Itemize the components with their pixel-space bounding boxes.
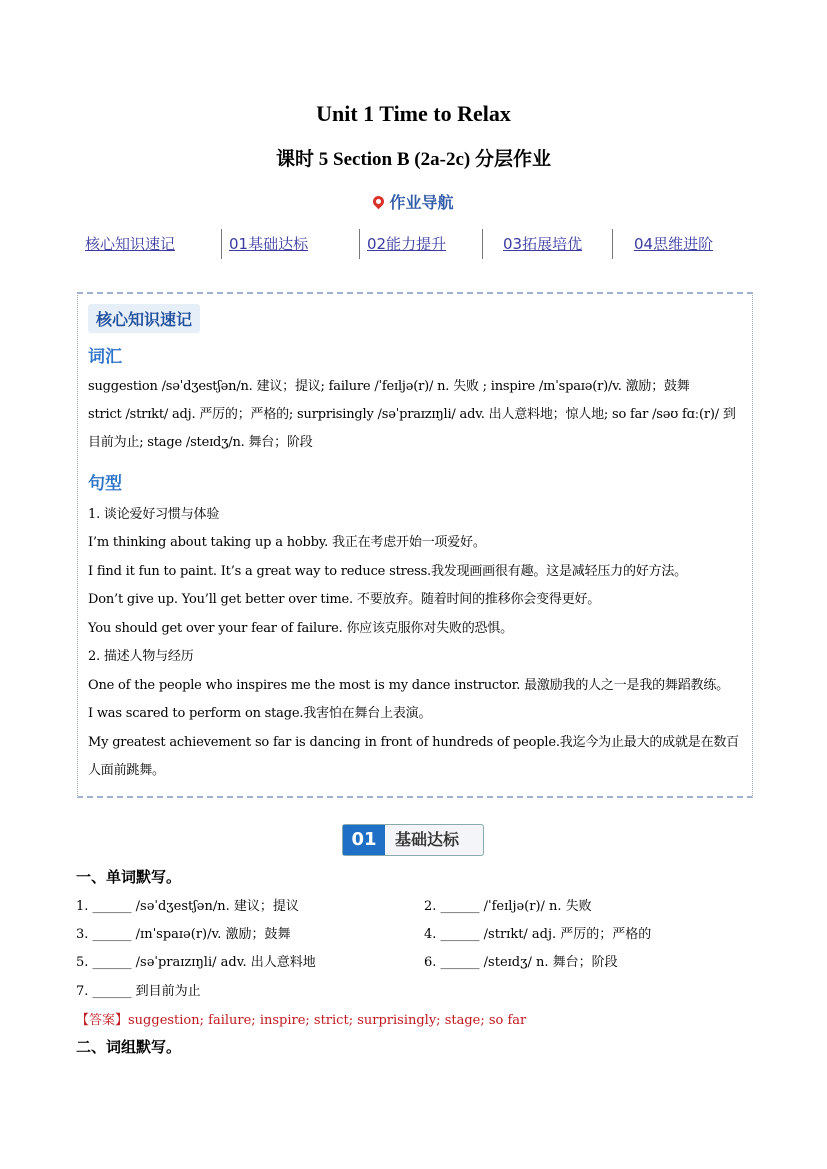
nav-divider <box>482 229 483 259</box>
pattern-line: I find it fun to paint. It’s a great way to reduce stress.我发现画画很有趣。这是减轻压力的好方法。 <box>88 564 687 579</box>
part1-heading: 一、单词默写。 <box>76 868 182 886</box>
question-item: 5. ______ /səˈpraɪzɪŋli/ adv. 出人意料地 <box>76 955 316 970</box>
nav-link-03[interactable]: 03拓展培优 <box>503 235 583 253</box>
section-number: 01 <box>343 825 385 855</box>
pattern-line: I’m thinking about taking up a hobby. 我正在考虑开始一项爱好。 <box>88 535 486 550</box>
location-pin-icon <box>371 194 387 210</box>
pattern-line: 人面前跳舞。 <box>88 763 165 778</box>
vocab-line: strict /strɪkt/ adj. 严厉的；严格的; surprisingly /səˈpraɪzɪŋli/ adv. 出人意料地；惊人地; so far /səʊ fɑː(r)/ 到 <box>88 407 736 422</box>
pattern-line: My greatest achievement so far is dancing in front of hundreds of people.我迄今为止最大的成就是在数百 <box>88 735 739 750</box>
question-item: 6. ______ /steɪdʒ/ n. 舞台；阶段 <box>424 955 618 970</box>
vocab-heading: 词汇 <box>88 347 122 367</box>
pattern-line: 1. 谈论爱好习惯与体验 <box>88 507 220 522</box>
section-01-badge <box>342 824 484 856</box>
pattern-line: You should get over your fear of failure. 你应该克服你对失败的恐惧。 <box>88 621 513 636</box>
page-subtitle: 课时 5 Section B (2a-2c) 分层作业 <box>276 149 551 170</box>
question-item: 7. ______ 到目前为止 <box>76 984 201 999</box>
vocab-line: suggestion /səˈdʒestʃən/n. 建议；提议; failure /ˈfeɪljə(r)/ n. 失败 ; inspire /ɪnˈspaɪə(r)/v. 激励；鼓舞 <box>88 379 690 394</box>
page-title: Unit 1 Time to Relax <box>316 101 511 126</box>
pattern-heading: 句型 <box>88 474 122 494</box>
knowledge-badge: 核心知识速记 <box>88 304 200 333</box>
pattern-line: One of the people who inspires me the most is my dance instructor. 最激励我的人之一是我的舞蹈教练。 <box>88 678 729 693</box>
pattern-line: I was scared to perform on stage.我害怕在舞台上表演。 <box>88 706 432 721</box>
nav-link-04[interactable]: 04思维进阶 <box>634 235 714 253</box>
answer-line: 【答案】suggestion; failure; inspire; strict; surprisingly; stage; so far <box>76 1013 527 1028</box>
nav-divider <box>221 229 222 259</box>
part2-heading: 二、词组默写。 <box>76 1038 182 1056</box>
nav-link-01[interactable]: 01基础达标 <box>229 235 309 253</box>
question-item: 4. ______ /strɪkt/ adj. 严厉的；严格的 <box>424 927 652 942</box>
question-item: 2. ______ /ˈfeɪljə(r)/ n. 失败 <box>424 899 592 914</box>
nav-divider <box>612 229 613 259</box>
nav-heading: 作业导航 <box>0 190 827 213</box>
vocab-line: 目前为止; stage /steɪdʒ/n. 舞台；阶段 <box>88 435 313 450</box>
section-label: 基础达标 <box>395 830 460 849</box>
question-item: 1. ______ /səˈdʒestʃən/n. 建议；提议 <box>76 899 299 914</box>
nav-link-02[interactable]: 02能力提升 <box>367 235 447 253</box>
nav-link-knowledge[interactable]: 核心知识速记 <box>85 235 176 253</box>
nav-divider <box>359 229 360 259</box>
pattern-line: Don’t give up. You’ll get better over time. 不要放弃。随着时间的推移你会变得更好。 <box>88 592 601 607</box>
question-item: 3. ______ /ɪnˈspaɪə(r)/v. 激励；鼓舞 <box>76 927 291 942</box>
pattern-line: 2. 描述人物与经历 <box>88 649 194 664</box>
